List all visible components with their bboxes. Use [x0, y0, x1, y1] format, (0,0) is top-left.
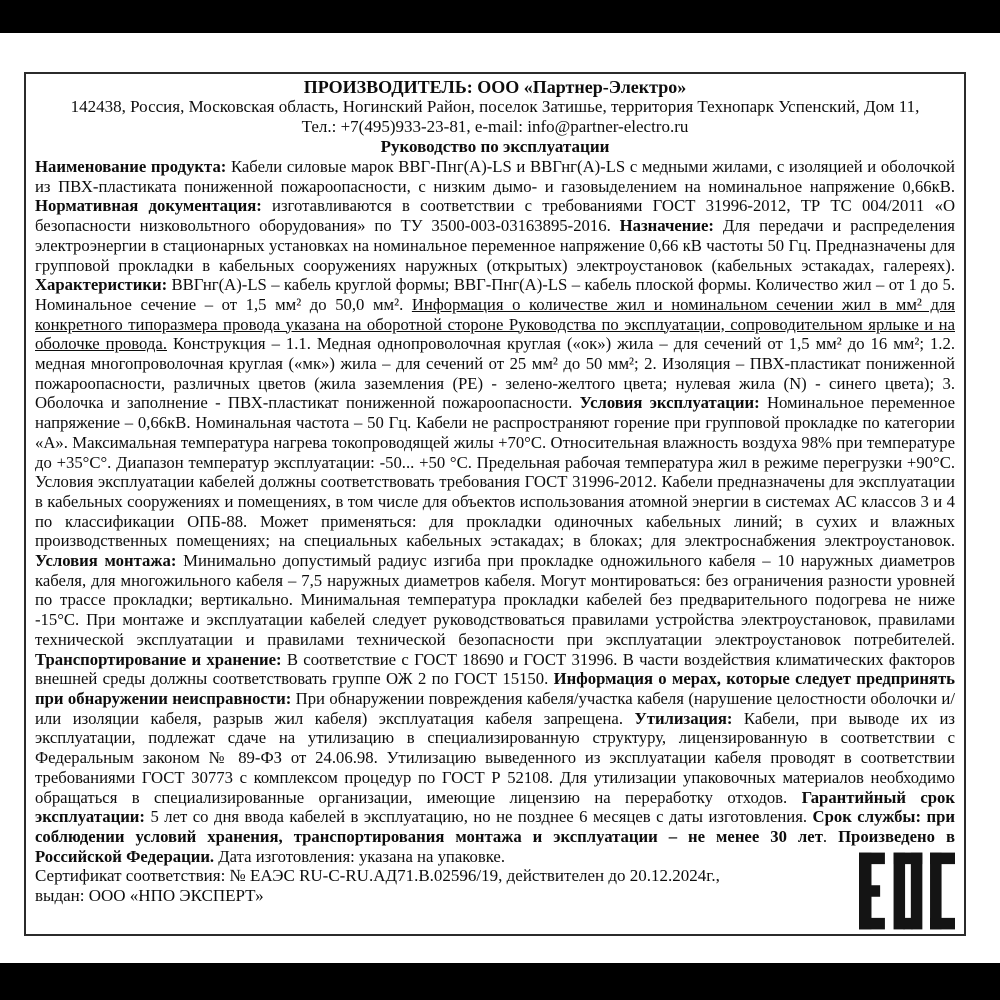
document-frame [24, 72, 966, 936]
top-black-bar [0, 0, 1000, 33]
body-paragraph: Наименование продукта: Кабели силовые марок ВВГ-Пнг(А)-LS и ВВГнг(А)-LS с медными жилами, с изоляцией и оболочкой из ПВХ-пластиката пониженной пожароопасности, с низким дымо- и газовыделением на номинальное напряжение 0,66кВ. Нормативная документация: изготавливаются в соответствии с требованиями ГОСТ 31996-2012, ТР ТС 004/2011 «О безопасности низковольтного оборудования» по ТУ 3500-003-03163895-2016. Назначение: Для передачи и распределения электроэнергии в стационарных установках на номинальное переменное напряжение 0,66 кВ частоты 50 Гц. Предназначены для групповой прокладки в кабельных сооружениях наружных (открытых) электроустановок (кабельных эстакадах, галереях). Характеристики: ВВГнг(А)-LS – кабель круглой формы; ВВГ-Пнг(А)-LS – кабель плоской формы. Количество жил – от 1 до 5. Номинальное сечение – от 1,5 мм² до 50,0 мм². Информация о количестве жил и номинальном сечении жил в мм² для конкретного типоразмера провода указана на оборотной стороне Руководства по эксплуатации, сопроводительном ярлыке и на оболочке провода. Конструкция – 1.1. Медная однопроволочная круглая («ок») жила – для сечений от 1,5 мм² до 16 мм²; 1.2. медная многопроволочная круглая («мк») жила – для сечений от 25 мм² до 50 мм²; 2. Изоляция – ПВХ-пластикат пониженной пожароопасности, различных цветов (жила заземления (PE) - зелено-желтого цвета; нулевая жила (N) - синего цвета); 3. Оболочка и заполнение - ПВХ-пластикат пониженной пожароопасности. Условия эксплуатации: Номинальное переменное напряжение – 0,66кВ. Номинальная частота – 50 Гц. Кабели не распространяют горение при групповой прокладке по категории «А». Максимальная температура нагрева токопроводящей жилы +70°С. Относительная влажность воздуха 98% при температуре до +35°С°. Диапазон температур эксплуатации: -50... +50 °С. Предельная рабочая температура жил в режиме перегрузки +90°С. Условия эксплуатации кабелей должны соответствовать требования ГОСТ 31996-2012. Кабели предназначены для эксплуатации в кабельных сооружениях и помещениях, в том числе для объектов использования атомной энергии в системах АС классов 3 и 4 по классификации ОПБ-88. Может применяться: для прокладки одиночных кабельных линий; в сухих и влажных производственных помещениях; на специальных кабельных эстакадах; в блоках; для электроснабжения электроустановок. Условия монтажа: Минимально допустимый радиус изгиба при прокладке одножильного кабеля – 10 наружных диаметров кабеля, для многожильного кабеля – 7,5 наружных диаметров кабеля. Могут монтироваться: без ограничения разности уровней по трассе прокладки; вертикально. Минимальная температура прокладки кабелей без предварительного подогрева не ниже -15°С. При монтаже и эксплуатации кабелей следует руководствоваться правилами устройства электроустановок, правилами технической эксплуатации и правилами технической безопасности при эксплуатации электроустановок потребителей. Транспортирование и хранение: В соответствие с ГОСТ 18690 и ГОСТ 31996. В части воздействия климатических факторов внешней среды должны соответствовать группе ОЖ 2 по ГОСТ 15150. Информация о мерах, которые следует предпринять при обнаружении неисправности: При обнаружении повреждения кабеля/участка кабеля (нарушение целостности оболочки и/или изоляции кабеля, разрыв жил кабеля) эксплуатация кабеля запрещена. Утилизация: Кабели, при выводе их из эксплуатации, подлежат сдаче на утилизацию в специализированную структуру, лицензированную в соответствии с Федеральным законом № 89-ФЗ от 24.06.98. Утилизацию выведенного из эксплуатации кабеля проводят в соответствии требованиями ГОСТ 30773 с комплексом процедур по ГОСТ Р 52108. Для утилизации упаковочных материалов необходимо обращаться в специализированные организации, имеющие лицензию на переработку отходов. Гарантийный срок эксплуатации: 5 лет со дня ввода кабелей в эксплуатацию, но не позднее 6 месяцев с даты изготовления. Срок службы: при соблюдении условий хранения, транспортирования монтажа и эксплуатации – не менее 30 лет. Произведено в Российской Федерации. Дата изготовления: указана на упаковке. [35, 157, 956, 866]
certificate-line: Сертификат соответствия: № ЕАЭС RU-C-RU.АД71.В.02596/19, действителен до 20.12.2024г., [35, 866, 720, 886]
issued-line: выдан: ООО «НПО ЭКСПЕРТ» [35, 886, 264, 906]
bottom-black-bar [0, 963, 1000, 1000]
eac-mark-icon [859, 851, 955, 931]
address-line: 142438, Россия, Московская область, Ногинский Район, поселок Затишье, территория Технопарк Успенский, Дом 11, [70, 97, 920, 116]
manufacturer-line: ПРОИЗВОДИТЕЛЬ: ООО «Партнер-Электро» [303, 77, 687, 97]
doc-title: Руководство по эксплуатации [380, 137, 610, 156]
contact-line: Тел.: +7(495)933-23-81, e-mail: info@partner-electro.ru [301, 117, 689, 136]
